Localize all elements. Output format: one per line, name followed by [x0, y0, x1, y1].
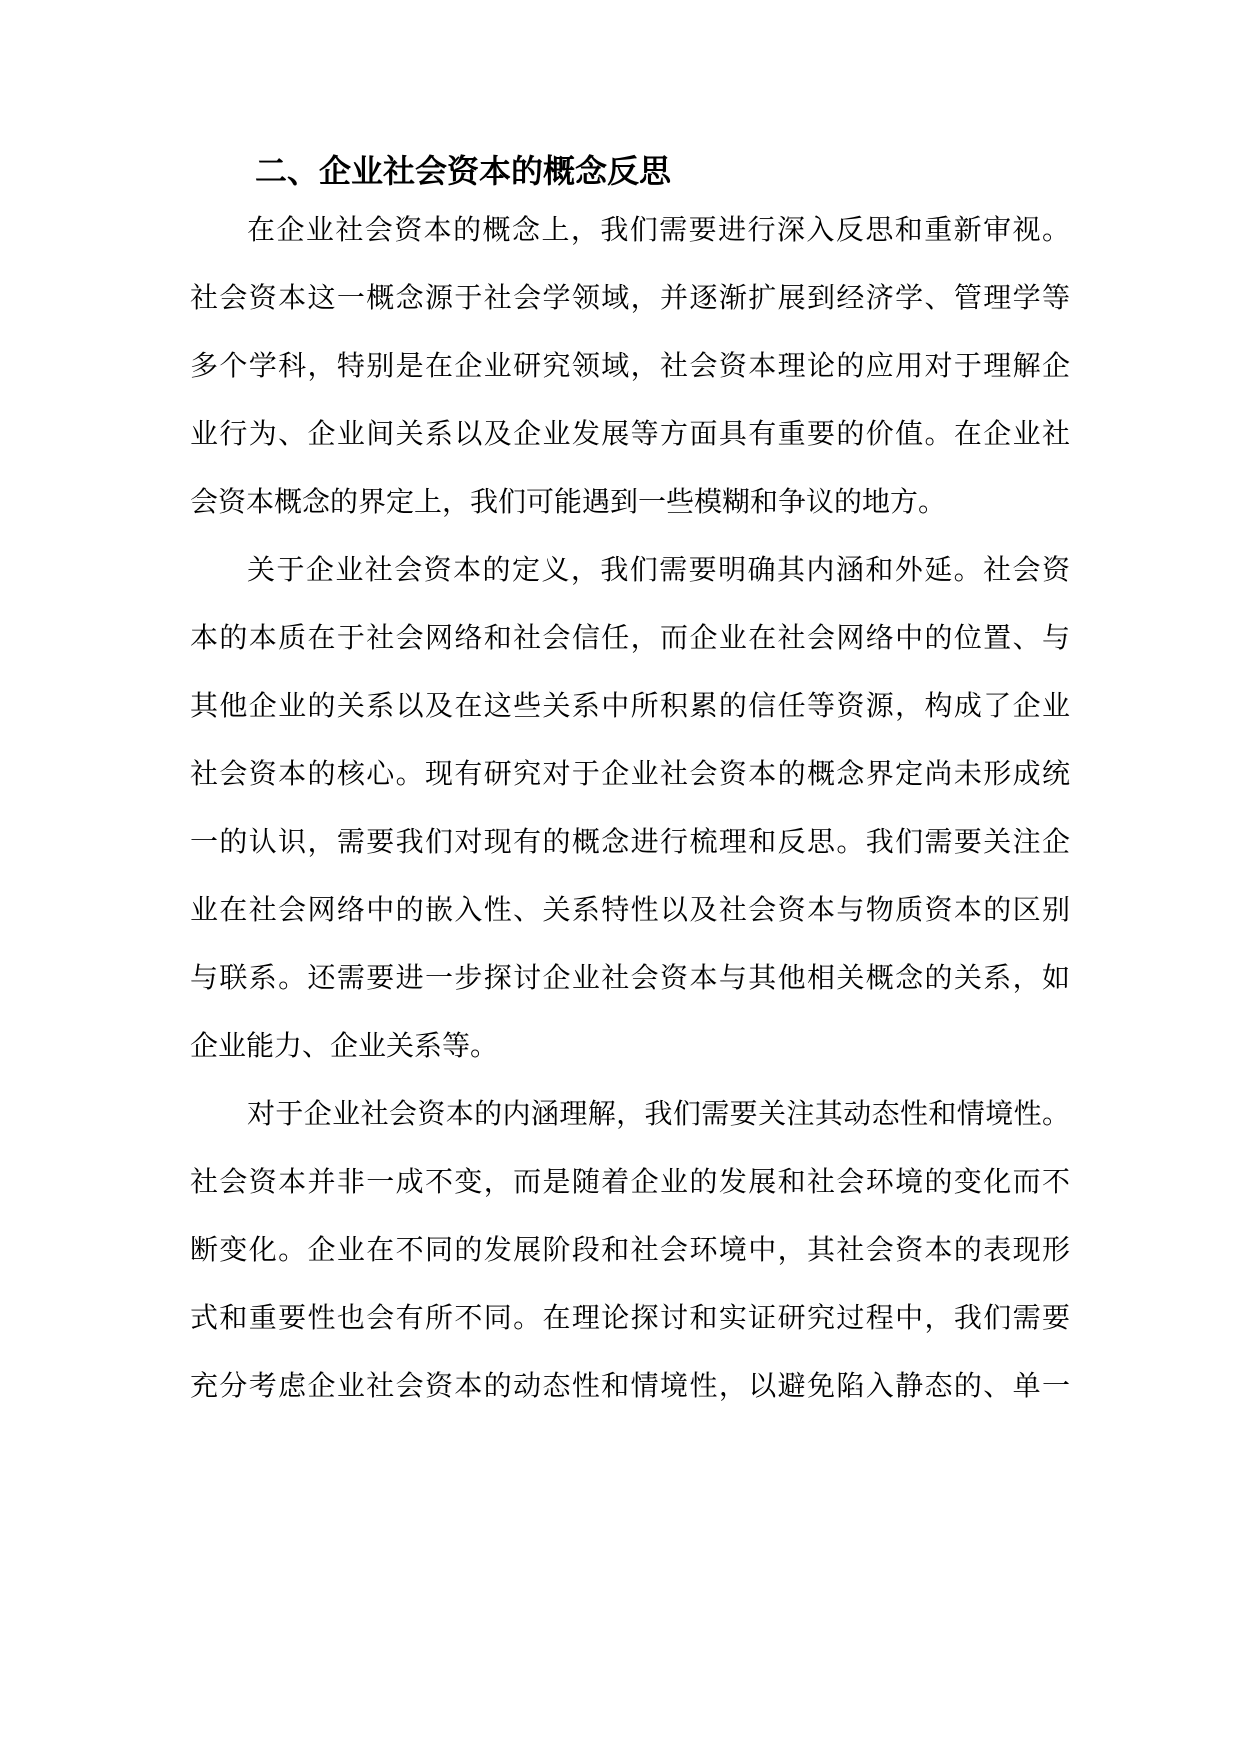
- paragraph-3-line-1: 对于企业社会资本的内涵理解，我们需要关注其动态性和情境性。: [247, 1097, 1070, 1130]
- paragraph-1-line-3: 多个学科，特别是在企业研究领域，社会资本理论的应用对于理解企: [190, 349, 1070, 382]
- paragraph-2-line-2: 本的本质在于社会网络和社会信任，而企业在社会网络中的位置、与: [190, 621, 1070, 654]
- paragraph-2-line-7: 与联系。还需要进一步探讨企业社会资本与其他相关概念的关系，如: [190, 961, 1070, 994]
- paragraph-2-line-6: 业在社会网络中的嵌入性、关系特性以及社会资本与物质资本的区别: [190, 893, 1070, 926]
- paragraph-3-line-4: 式和重要性也会有所不同。在理论探讨和实证研究过程中，我们需要: [190, 1301, 1070, 1334]
- paragraph-1-line-2: 社会资本这一概念源于社会学领域，并逐渐扩展到经济学、管理学等: [190, 281, 1070, 314]
- paragraph-2-line-5: 一的认识，需要我们对现有的概念进行梳理和反思。我们需要关注企: [190, 825, 1070, 858]
- paragraph-2-line-3: 其他企业的关系以及在这些关系中所积累的信任等资源，构成了企业: [190, 689, 1070, 722]
- paragraph-1-line-4: 业行为、企业间关系以及企业发展等方面具有重要的价值。在企业社: [190, 417, 1070, 450]
- paragraph-2-line-8: 企业能力、企业关系等。: [190, 1029, 499, 1062]
- paragraph-3-line-2: 社会资本并非一成不变，而是随着企业的发展和社会环境的变化而不: [190, 1165, 1070, 1198]
- paragraph-1-line-5: 会资本概念的界定上，我们可能遇到一些模糊和争议的地方。: [190, 485, 947, 518]
- paragraph-2-line-4: 社会资本的核心。现有研究对于企业社会资本的概念界定尚未形成统: [190, 757, 1070, 790]
- paragraph-1-line-1: 在企业社会资本的概念上，我们需要进行深入反思和重新审视。: [247, 213, 1070, 246]
- paragraph-2-line-1: 关于企业社会资本的定义，我们需要明确其内涵和外延。社会资: [247, 553, 1070, 586]
- section-heading: 二、企业社会资本的概念反思: [255, 152, 672, 190]
- paragraph-3-line-3: 断变化。企业在不同的发展阶段和社会环境中，其社会资本的表现形: [190, 1233, 1070, 1266]
- paragraph-3-line-5: 充分考虑企业社会资本的动态性和情境性，以避免陷入静态的、单一: [190, 1369, 1070, 1402]
